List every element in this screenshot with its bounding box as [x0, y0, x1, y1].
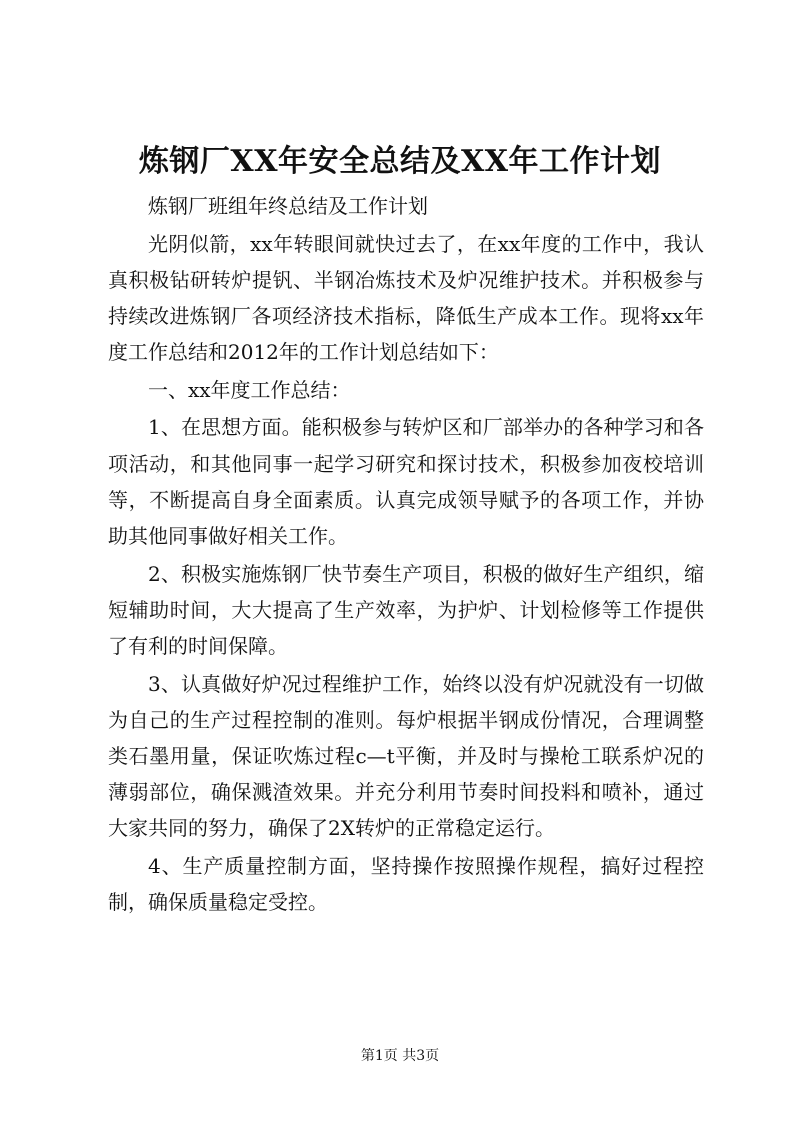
- document-title: 炼钢厂XX年安全总结及XX年工作计划: [138, 144, 662, 179]
- section-heading: 一、xx年度工作总结：: [148, 377, 351, 402]
- paragraph-item-4: 4、生产质量控制方面，坚持操作按照操作规程，搞好过程控制，确保质量稳定受控。: [108, 854, 704, 915]
- paragraph-intro: 光阴似箭，xx年转眼间就快过去了，在xx年度的工作中，我认真积极钻研转炉提钒、半钢冶炼技术及炉况维护技术。并积极参与持续改进炼钢厂各项经济技术指标，降低生产成本工作。现将xx年度工作总结和2012年的工作计划总结如下：: [108, 231, 704, 365]
- page-number-footer: 第1页 共3页: [360, 1048, 440, 1064]
- paragraph-item-3: 3、认真做好炉况过程维护工作，始终以没有炉况就没有一切做为自己的生产过程控制的准则。每炉根据半钢成份情况，合理调整类石墨用量，保证吹炼过程c—t平衡，并及时与操枪工联系炉况的薄弱部位，确保溅渣效果。并充分利用节奏时间投料和喷补，通过大家共同的努力，确保了2X转炉的正常稳定运行。: [108, 671, 704, 841]
- document-body: [108, 188, 704, 922]
- paragraph-item-2: 2、积极实施炼钢厂快节奏生产项目，积极的做好生产组织，缩短辅助时间，大大提高了生产效率，为护炉、计划检修等工作提供了有利的时间保障。: [108, 561, 704, 658]
- paragraph-subtitle: 炼钢厂班组年终总结及工作计划: [148, 194, 428, 218]
- paragraph-item-1: 1、在思想方面。能积极参与转炉区和厂部举办的各种学习和各项活动，和其他同事一起学习研究和探讨技术，积极参加夜校培训等，不断提高自身全面素质。认真完成领导赋予的各项工作，并协助其他同事做好相关工作。: [108, 415, 704, 548]
